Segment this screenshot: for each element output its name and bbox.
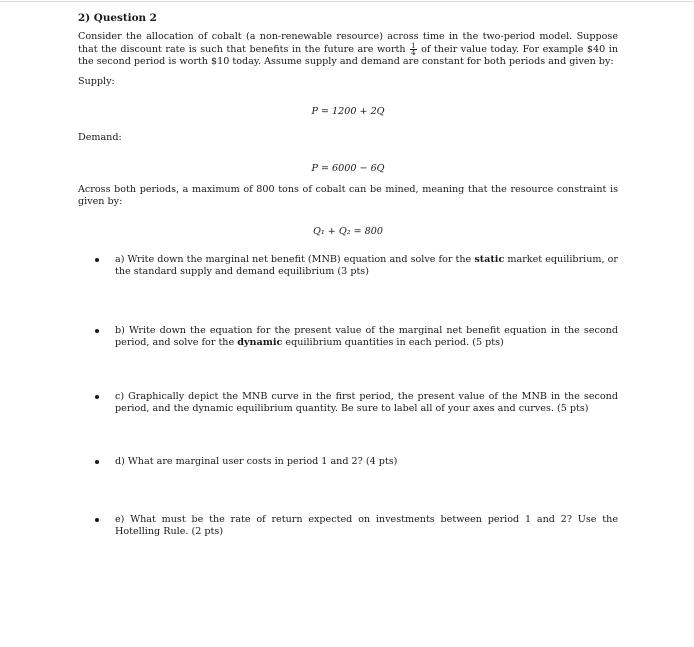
question-part-d: d) What are marginal user costs in period 1 and 2? (4 pts)	[78, 456, 618, 468]
one-quarter-fraction	[410, 43, 416, 56]
bullet-icon	[95, 460, 99, 464]
question-part-e: e) What must be the rate of return expected on investments between period 1 and 2? Use the Hotelling Rule. (2 pts)	[78, 514, 618, 538]
demand-equation: P = 6000 − 6Q	[311, 163, 385, 174]
intro-text-1: Consider the allocation of cobalt (a non-renewable resource) across time in the two-period model. Suppose that the discount rate is such that benefits in the future are worth	[78, 31, 618, 55]
question-page	[78, 12, 618, 538]
bullet-icon	[95, 329, 99, 333]
constraint-paragraph: Across both periods, a maximum of 800 tons of cobalt can be mined, meaning that the resource constraint is given by:	[78, 184, 618, 207]
bullet-icon	[95, 518, 99, 522]
question-heading: 2) Question 2	[78, 12, 157, 24]
supply-label: Supply:	[78, 76, 115, 87]
demand-label: Demand:	[78, 132, 122, 143]
question-part-b: b) Write down the equation for the present value of the marginal net benefit equation in the second period, and solve for the dynamic equilibrium quantities in each period. (5 pts)	[78, 325, 618, 349]
question-part-a: a) Write down the marginal net benefit (MNB) equation and solve for the static market equilibrium, or the standard supply and demand equilibrium (3 pts)	[78, 254, 618, 278]
intro-text-2: of their value today. For example $40 in the second period is worth $10 today. Assume supply and demand are constant for both periods and given by:	[78, 44, 619, 67]
supply-equation: P = 1200 + 2Q	[311, 106, 385, 117]
fraction-numerator: 1	[411, 42, 416, 50]
top-divider	[0, 1, 694, 2]
constraint-equation: Q₁ + Q₂ = 800	[312, 226, 383, 237]
bullet-icon	[95, 258, 99, 262]
question-part-c: c) Graphically depict the MNB curve in the first period, the present value of the MNB in the second period, and the dynamic equilibrium quantity. Be sure to label all of your axes and curves. (5 pts)	[78, 391, 618, 415]
question-parts-list	[78, 254, 618, 538]
bullet-icon	[95, 395, 99, 399]
intro-paragraph	[78, 31, 618, 68]
fraction-denominator: 4	[411, 49, 416, 57]
